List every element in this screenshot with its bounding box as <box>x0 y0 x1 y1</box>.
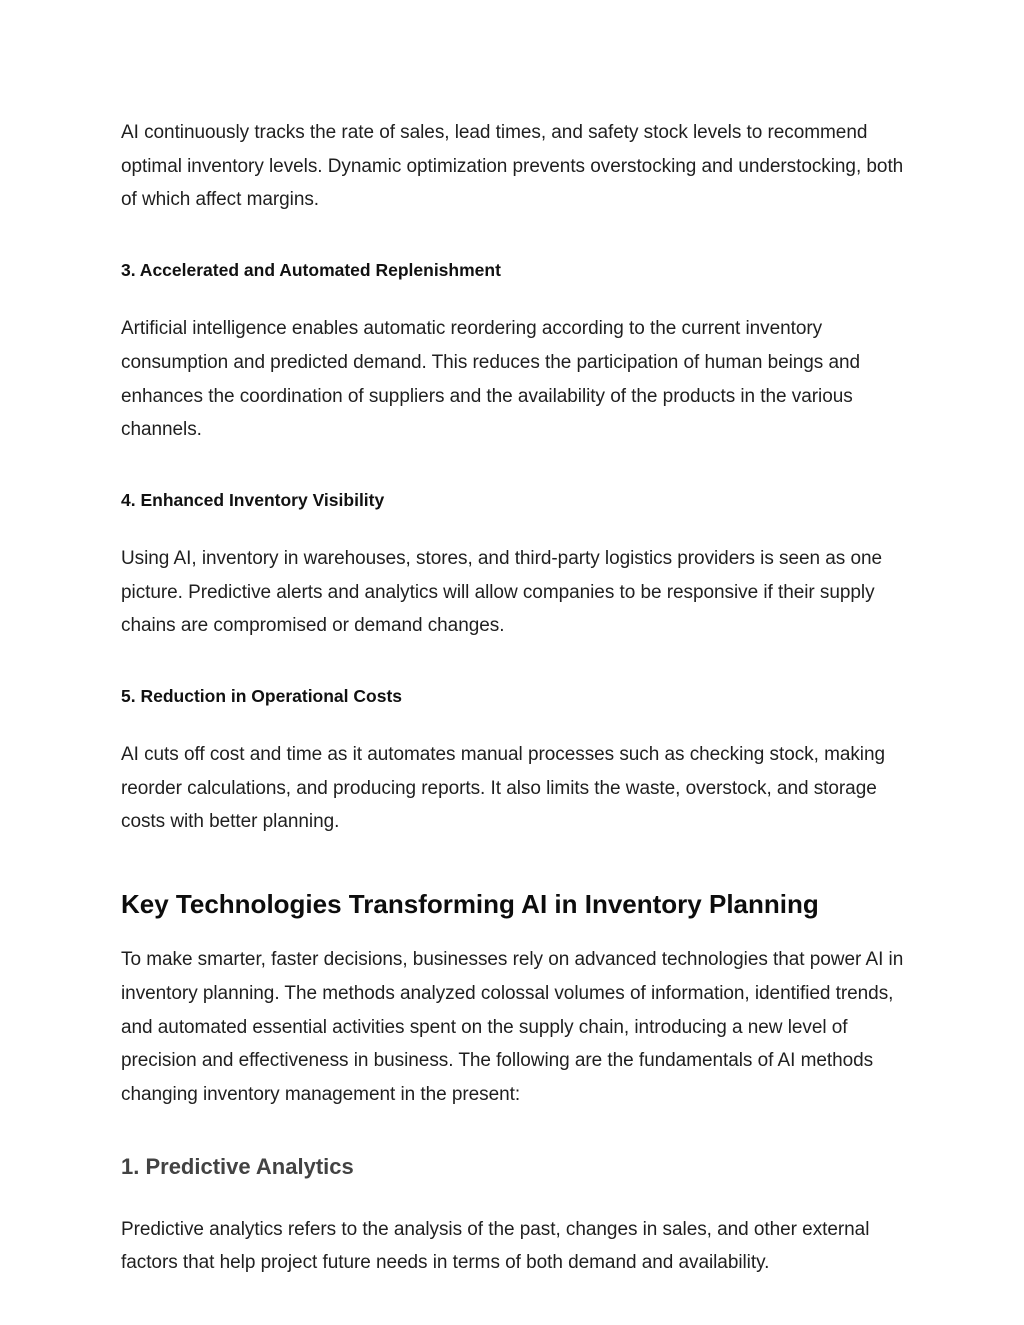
benefit-paragraph-visibility: Using AI, inventory in warehouses, stores, and third-party logistics providers is seen as one picture. Predictive alerts and analytics will allow companies to be responsive if their supply chains are compromised or demand changes. <box>121 547 883 637</box>
benefit-paragraph-costs: AI cuts off cost and time as it automates manual processes such as checking stock, making reorder calculations, and producing reports. It also limits the waste, overstock, and storage costs with better planning. <box>121 744 886 833</box>
section-paragraph: To make smarter, faster decisions, businesses rely on advanced technologies that power AI in inventory planning. The methods analyzed colossal volumes of information, identified trends, and automated essential activities spent on the supply chain, introducing a new level of precision and effectiveness in business. The following are the fundamentals of AI methods changing inventory management in the present: <box>121 949 904 1105</box>
subsection-paragraph: Predictive analytics refers to the analysis of the past, changes in sales, and other external factors that help project future needs in terms of both demand and availability. <box>121 1218 870 1274</box>
section-heading: Key Technologies Transforming AI in Inventory Planning <box>121 889 819 920</box>
document-page <box>121 116 911 1280</box>
subsection-heading: 1. Predictive Analytics <box>121 1153 354 1179</box>
intro-paragraph: AI continuously tracks the rate of sales, lead times, and safety stock levels to recommend optimal inventory levels. Dynamic optimization prevents overstocking and understocking, both of which affect margins. <box>121 122 904 211</box>
benefit-paragraph-replenishment: Artificial intelligence enables automatic reordering according to the current inventory consumption and predicted demand. This reduces the participation of human beings and enhances the coordination of suppliers and the availability of the products in the various channels. <box>121 318 861 441</box>
benefit-heading-replenishment: 3. Accelerated and Automated Replenishment <box>121 260 501 281</box>
benefit-heading-costs: 5. Reduction in Operational Costs <box>121 686 403 707</box>
benefit-heading-visibility: 4. Enhanced Inventory Visibility <box>121 489 385 510</box>
